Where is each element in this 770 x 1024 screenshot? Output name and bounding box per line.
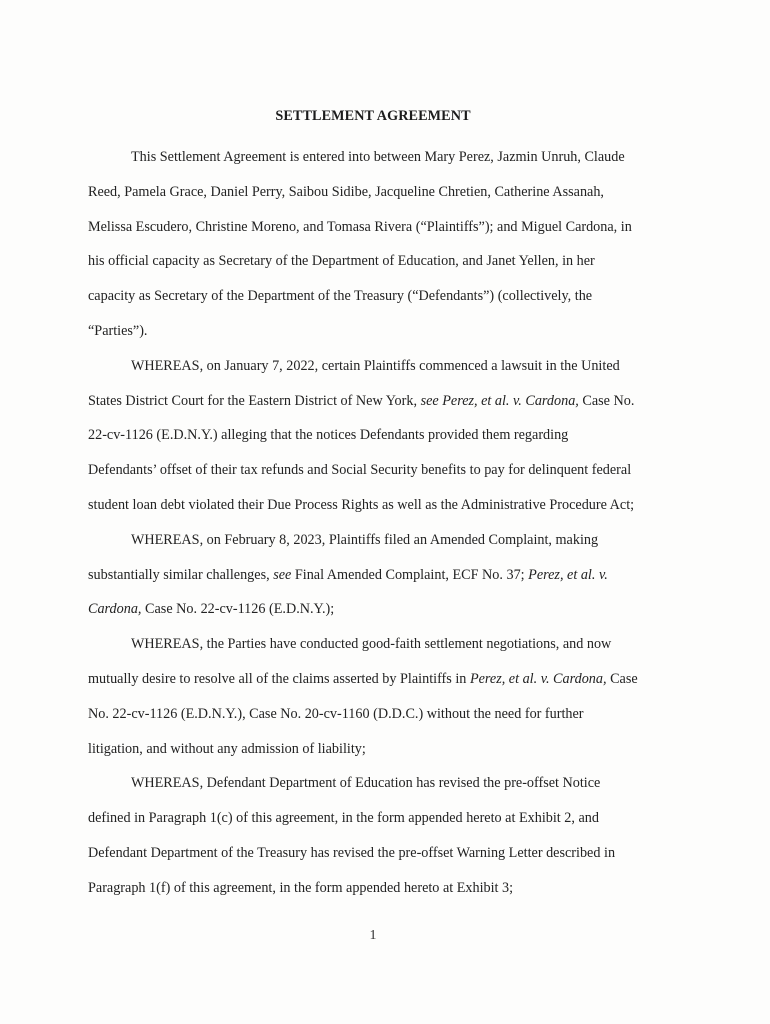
text-run: Case — [606, 670, 638, 687]
paragraph-line — [88, 140, 668, 175]
paragraph-line — [88, 349, 668, 384]
text-run: substantially similar challenges, — [88, 566, 274, 583]
paragraph-line — [88, 314, 668, 349]
text-run: WHEREAS, on January 7, 2022, certain Plaintiffs commenced a lawsuit in the United — [131, 357, 620, 374]
paragraph-line — [88, 662, 668, 697]
text-run: Defendants’ offset of their tax refunds and Social Security benefits to pay for delinquent federal — [88, 462, 632, 479]
text-run: Case No. — [578, 392, 635, 409]
paragraph-line — [88, 836, 668, 871]
paragraph-line — [88, 244, 668, 279]
paragraph — [88, 766, 668, 905]
text-run: his official capacity as Secretary of the Department of Education, and Janet Yellen, in her — [88, 253, 595, 270]
text-run: defined in Paragraph 1(c) of this agreement, in the form appended hereto at Exhibit 2, and — [88, 810, 599, 827]
text-run: 22-cv-1126 (E.D.N.Y.) alleging that the notices Defendants provided them regarding — [88, 427, 569, 444]
text-run: Defendant Department of the Treasury has revised the pre-offset Warning Letter described in — [88, 844, 616, 861]
text-run: WHEREAS, the Parties have conducted good-faith settlement negotiations, and now — [131, 636, 612, 653]
text-run: No. 22-cv-1126 (E.D.N.Y.), Case No. 20-cv-1160 (D.D.C.) without the need for further — [88, 705, 584, 722]
text-run: Case No. 22-cv-1126 (E.D.N.Y.); — [141, 601, 335, 618]
text-run: This Settlement Agreement is entered into between Mary Perez, Jazmin Unruh, Claude — [131, 149, 625, 165]
text-run: WHEREAS, Defendant Department of Education has revised the pre-offset Notice — [131, 775, 601, 792]
paragraph-line — [88, 871, 668, 906]
paragraph-line — [88, 592, 668, 627]
text-run: Melissa Escudero, Christine Moreno, and Tomasa Rivera (“Plaintiffs”); and Miguel Cardona, in — [88, 218, 632, 235]
paragraph — [88, 140, 668, 349]
text-run: litigation, and without any admission of liability; — [88, 740, 366, 757]
italic-citation: see — [273, 566, 292, 583]
italic-citation: Cardona, — [88, 601, 142, 618]
text-run: Paragraph 1(f) of this agreement, in the form appended hereto at Exhibit 3; — [88, 879, 514, 896]
italic-citation: Perez, et al. v. Cardona, — [469, 670, 607, 687]
paragraph — [88, 627, 668, 766]
text-run: Final Amended Complaint, ECF No. 37; — [291, 566, 529, 583]
text-run: “Parties”). — [88, 322, 148, 339]
paragraph-line — [88, 488, 668, 523]
text-run: Reed, Pamela Grace, Daniel Perry, Saibou Sidibe, Jacqueline Chretien, Catherine Assanah, — [88, 183, 604, 200]
paragraph-line — [88, 558, 668, 593]
paragraph-line — [88, 697, 668, 732]
paragraph-line — [88, 384, 668, 419]
paragraph-line — [88, 523, 668, 558]
italic-citation: Perez, et al. v. — [528, 566, 608, 583]
document-body — [88, 140, 668, 906]
paragraph — [88, 523, 668, 627]
paragraph-line — [88, 732, 668, 767]
paragraph-line — [88, 279, 668, 314]
text-run: student loan debt violated their Due Process Rights as well as the Administrative Procedure Act; — [88, 496, 635, 513]
text-run: States District Court for the Eastern District of New York, — [88, 392, 421, 409]
paragraph-line — [88, 627, 668, 662]
italic-citation: see Perez, et al. v. Cardona, — [420, 392, 579, 409]
document-title: SETTLEMENT AGREEMENT — [275, 108, 471, 124]
paragraph — [88, 349, 668, 523]
paragraph-line — [88, 766, 668, 801]
text-run: mutually desire to resolve all of the claims asserted by Plaintiffs in — [88, 670, 470, 687]
paragraph-line — [88, 801, 668, 836]
paragraph-line — [88, 175, 668, 210]
paragraph-line — [88, 210, 668, 245]
text-run: capacity as Secretary of the Department of the Treasury (“Defendants”) (collectively, the — [88, 288, 593, 305]
paragraph-line — [88, 418, 668, 453]
text-run: WHEREAS, on February 8, 2023, Plaintiffs filed an Amended Complaint, making — [131, 531, 599, 548]
page-number: 1 — [369, 928, 377, 943]
paragraph-line — [88, 453, 668, 488]
